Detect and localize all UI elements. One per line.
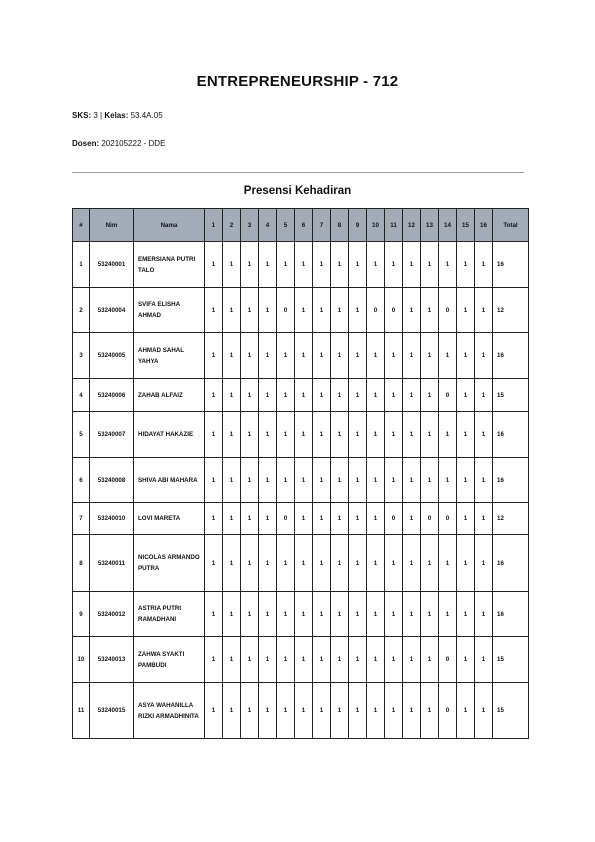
attendance-cell: 1 [277,592,295,637]
attendance-cell: 1 [223,379,241,412]
attendance-cell: 1 [241,412,259,458]
attendance-cell: 1 [223,288,241,333]
attendance-cell: 1 [223,242,241,288]
attendance-cell: 0 [385,288,403,333]
attendance-cell: 1 [295,535,313,592]
divider [72,172,524,173]
attendance-cell: 1 [385,379,403,412]
attendance-cell: 1 [385,412,403,458]
column-header: 3 [241,209,259,242]
attendance-cell: 0 [439,379,457,412]
attendance-cell: 1 [349,412,367,458]
attendance-cell: 1 [421,379,439,412]
attendance-cell: 1 [277,683,295,739]
attendance-cell: 1 [349,535,367,592]
row-number: 9 [73,592,90,637]
attendance-total: 16 [493,333,529,379]
student-name: ZAHAB ALFAIZ [134,379,205,412]
student-nim: 53240004 [90,288,134,333]
attendance-cell: 0 [439,503,457,535]
attendance-cell: 1 [331,412,349,458]
attendance-cell: 1 [313,535,331,592]
student-nim: 53240015 [90,683,134,739]
column-header: 1 [205,209,223,242]
attendance-cell: 1 [475,503,493,535]
attendance-total: 16 [493,242,529,288]
attendance-cell: 1 [349,503,367,535]
attendance-cell: 1 [367,458,385,503]
attendance-cell: 1 [475,288,493,333]
attendance-cell: 1 [403,592,421,637]
attendance-cell: 1 [349,683,367,739]
row-number: 2 [73,288,90,333]
attendance-cell: 1 [259,333,277,379]
attendance-cell: 1 [223,637,241,683]
attendance-cell: 1 [421,333,439,379]
attendance-cell: 1 [439,592,457,637]
attendance-cell: 1 [259,458,277,503]
course-meta-line [72,111,163,120]
row-number: 7 [73,503,90,535]
attendance-cell: 1 [421,288,439,333]
attendance-cell: 1 [259,637,277,683]
attendance-total: 16 [493,458,529,503]
attendance-cell: 1 [259,242,277,288]
table-header-row [73,209,529,242]
attendance-cell: 1 [349,242,367,288]
attendance-cell: 1 [331,637,349,683]
dosen-label: Dosen: [72,139,100,148]
attendance-cell: 1 [403,535,421,592]
student-nim: 53240011 [90,535,134,592]
attendance-cell: 0 [367,288,385,333]
table-row [73,242,529,288]
attendance-cell: 1 [205,592,223,637]
attendance-cell: 1 [439,333,457,379]
attendance-cell: 1 [241,242,259,288]
attendance-cell: 1 [313,242,331,288]
attendance-cell: 1 [457,637,475,683]
attendance-cell: 1 [403,458,421,503]
attendance-cell: 1 [331,458,349,503]
attendance-total: 15 [493,637,529,683]
attendance-cell: 1 [349,379,367,412]
attendance-cell: 1 [205,412,223,458]
attendance-cell: 0 [385,503,403,535]
attendance-cell: 1 [475,637,493,683]
column-header: 13 [421,209,439,242]
attendance-cell: 1 [241,683,259,739]
attendance-cell: 1 [349,637,367,683]
table-row [73,288,529,333]
attendance-cell: 1 [331,683,349,739]
attendance-cell: 1 [367,242,385,288]
attendance-cell: 1 [439,412,457,458]
row-number: 4 [73,379,90,412]
attendance-cell: 1 [457,535,475,592]
attendance-cell: 1 [457,333,475,379]
dosen-value: 202105222 - DDE [101,139,166,148]
attendance-cell: 1 [457,458,475,503]
attendance-cell: 1 [457,379,475,412]
attendance-cell: 1 [259,379,277,412]
student-nim: 53240013 [90,637,134,683]
attendance-cell: 1 [223,592,241,637]
attendance-cell: 1 [475,535,493,592]
attendance-cell: 1 [223,683,241,739]
attendance-cell: 1 [295,242,313,288]
attendance-cell: 1 [475,592,493,637]
table-body [73,242,529,739]
attendance-cell: 1 [277,379,295,412]
attendance-cell: 1 [367,592,385,637]
row-number: 1 [73,242,90,288]
column-header: 16 [475,209,493,242]
attendance-cell: 1 [277,333,295,379]
attendance-cell: 1 [313,637,331,683]
kelas-value: 53.4A.05 [130,111,163,120]
attendance-cell: 1 [331,242,349,288]
attendance-cell: 0 [439,637,457,683]
attendance-cell: 1 [205,683,223,739]
column-header: 2 [223,209,241,242]
row-number: 8 [73,535,90,592]
attendance-total: 16 [493,535,529,592]
attendance-cell: 1 [403,503,421,535]
attendance-total: 15 [493,379,529,412]
attendance-cell: 1 [475,379,493,412]
attendance-total: 15 [493,683,529,739]
sks-label: SKS: [72,111,92,120]
student-nim: 53240005 [90,333,134,379]
attendance-cell: 0 [277,288,295,333]
attendance-cell: 1 [385,535,403,592]
attendance-cell: 1 [367,637,385,683]
student-name: SVIFA ELISHA AHMAD [134,288,205,333]
attendance-cell: 1 [367,333,385,379]
column-header: Nim [90,209,134,242]
student-nim: 53240001 [90,242,134,288]
attendance-cell: 1 [259,535,277,592]
student-nim: 53240006 [90,379,134,412]
attendance-cell: 1 [223,412,241,458]
attendance-cell: 1 [205,637,223,683]
student-name: LOVI MARETA [134,503,205,535]
attendance-cell: 1 [313,288,331,333]
attendance-cell: 1 [385,683,403,739]
attendance-cell: 1 [295,288,313,333]
attendance-cell: 1 [475,412,493,458]
attendance-cell: 1 [241,379,259,412]
attendance-cell: 1 [403,683,421,739]
student-name: NICOLAS ARMANDO PUTRA [134,535,205,592]
student-nim: 53240012 [90,592,134,637]
table-row [73,333,529,379]
table-row [73,458,529,503]
attendance-cell: 1 [295,683,313,739]
attendance-cell: 1 [223,458,241,503]
attendance-cell: 1 [295,637,313,683]
attendance-cell: 1 [385,458,403,503]
attendance-cell: 1 [439,458,457,503]
attendance-cell: 1 [205,288,223,333]
column-header: Nama [134,209,205,242]
attendance-cell: 1 [295,458,313,503]
attendance-total: 12 [493,288,529,333]
attendance-cell: 1 [331,379,349,412]
attendance-cell: 1 [457,683,475,739]
attendance-cell: 1 [259,412,277,458]
attendance-cell: 1 [367,412,385,458]
attendance-cell: 1 [421,592,439,637]
student-name: ZAHWA SYAKTI PAMBUDI [134,637,205,683]
attendance-cell: 1 [403,412,421,458]
attendance-cell: 1 [457,242,475,288]
attendance-cell: 1 [349,592,367,637]
attendance-cell: 1 [205,535,223,592]
attendance-table [72,208,529,739]
attendance-cell: 1 [475,333,493,379]
row-number: 10 [73,637,90,683]
attendance-cell: 1 [313,412,331,458]
dosen-line [72,139,165,148]
attendance-cell: 1 [277,458,295,503]
attendance-cell: 1 [241,535,259,592]
attendance-total: 12 [493,503,529,535]
attendance-cell: 1 [421,242,439,288]
meta-separator: | [100,111,103,120]
attendance-cell: 1 [313,458,331,503]
attendance-cell: 1 [349,458,367,503]
attendance-cell: 1 [259,683,277,739]
table-row [73,503,529,535]
attendance-cell: 1 [259,592,277,637]
attendance-cell: 1 [475,458,493,503]
attendance-cell: 0 [439,683,457,739]
student-name: ASYA WAHANILLA RIZKI ARMADHINITA [134,683,205,739]
attendance-cell: 1 [295,503,313,535]
attendance-cell: 1 [385,592,403,637]
attendance-cell: 1 [421,637,439,683]
row-number: 6 [73,458,90,503]
attendance-cell: 1 [385,637,403,683]
attendance-cell: 1 [241,637,259,683]
attendance-cell: 1 [205,503,223,535]
column-header: # [73,209,90,242]
attendance-cell: 1 [205,242,223,288]
attendance-cell: 1 [367,683,385,739]
attendance-cell: 1 [295,333,313,379]
attendance-cell: 1 [223,535,241,592]
table-row [73,637,529,683]
column-header: 12 [403,209,421,242]
page-title: ENTREPRENEURSHIP - 712 [196,73,399,90]
student-name: AHMAD SAHAL YAHYA [134,333,205,379]
attendance-cell: 1 [205,379,223,412]
attendance-cell: 1 [277,637,295,683]
column-header: 11 [385,209,403,242]
column-header: 10 [367,209,385,242]
attendance-cell: 1 [385,242,403,288]
attendance-cell: 1 [349,288,367,333]
attendance-cell: 1 [421,458,439,503]
attendance-cell: 1 [331,503,349,535]
attendance-cell: 1 [403,333,421,379]
attendance-cell: 1 [331,592,349,637]
column-header: 5 [277,209,295,242]
attendance-cell: 1 [457,288,475,333]
attendance-cell: 1 [313,379,331,412]
attendance-cell: 1 [277,242,295,288]
attendance-cell: 1 [367,535,385,592]
table-row [73,412,529,458]
attendance-cell: 1 [457,412,475,458]
table-row [73,535,529,592]
attendance-cell: 1 [475,683,493,739]
attendance-cell: 1 [241,503,259,535]
attendance-cell: 1 [475,242,493,288]
table-row [73,379,529,412]
attendance-cell: 1 [223,503,241,535]
attendance-cell: 1 [403,242,421,288]
attendance-cell: 1 [421,535,439,592]
student-name: ASTRIA PUTRI RAMADHANI [134,592,205,637]
kelas-label: Kelas: [104,111,129,120]
column-header: 14 [439,209,457,242]
attendance-total: 16 [493,592,529,637]
attendance-cell: 1 [421,412,439,458]
attendance-cell: 1 [403,637,421,683]
attendance-cell: 1 [367,503,385,535]
attendance-cell: 1 [457,592,475,637]
column-header: Total [493,209,529,242]
attendance-cell: 1 [385,333,403,379]
attendance-cell: 1 [403,379,421,412]
column-header: 9 [349,209,367,242]
attendance-cell: 1 [259,288,277,333]
attendance-cell: 1 [241,458,259,503]
sks-value: 3 [93,111,98,120]
attendance-cell: 1 [295,379,313,412]
attendance-cell: 1 [313,683,331,739]
column-header: 4 [259,209,277,242]
attendance-cell: 1 [331,535,349,592]
attendance-cell: 1 [223,333,241,379]
attendance-cell: 1 [331,288,349,333]
attendance-cell: 1 [295,592,313,637]
column-header: 15 [457,209,475,242]
table-row [73,683,529,739]
attendance-cell: 0 [439,288,457,333]
attendance-cell: 0 [421,503,439,535]
attendance-cell: 1 [367,379,385,412]
attendance-cell: 1 [457,503,475,535]
attendance-cell: 1 [313,503,331,535]
row-number: 11 [73,683,90,739]
attendance-cell: 1 [205,333,223,379]
column-header: 7 [313,209,331,242]
attendance-cell: 1 [439,242,457,288]
column-header: 8 [331,209,349,242]
attendance-total: 16 [493,412,529,458]
student-nim: 53240010 [90,503,134,535]
attendance-cell: 1 [331,333,349,379]
attendance-cell: 1 [277,535,295,592]
attendance-cell: 1 [313,592,331,637]
attendance-cell: 1 [295,412,313,458]
student-name: EMERSIANA PUTRI TALO [134,242,205,288]
attendance-cell: 1 [349,333,367,379]
table-row [73,592,529,637]
student-nim: 53240007 [90,412,134,458]
section-title: Presensi Kehadiran [243,185,352,197]
student-nim: 53240008 [90,458,134,503]
attendance-cell: 1 [205,458,223,503]
student-name: HIDAYAT HAKAZIE [134,412,205,458]
attendance-cell: 1 [421,683,439,739]
row-number: 5 [73,412,90,458]
student-name: SHIVA ABI MAHARA [134,458,205,503]
row-number: 3 [73,333,90,379]
attendance-cell: 1 [403,288,421,333]
attendance-cell: 1 [241,333,259,379]
attendance-cell: 1 [439,535,457,592]
attendance-cell: 0 [277,503,295,535]
attendance-cell: 1 [277,412,295,458]
column-header: 6 [295,209,313,242]
attendance-cell: 1 [259,503,277,535]
attendance-cell: 1 [313,333,331,379]
attendance-cell: 1 [241,592,259,637]
attendance-cell: 1 [241,288,259,333]
